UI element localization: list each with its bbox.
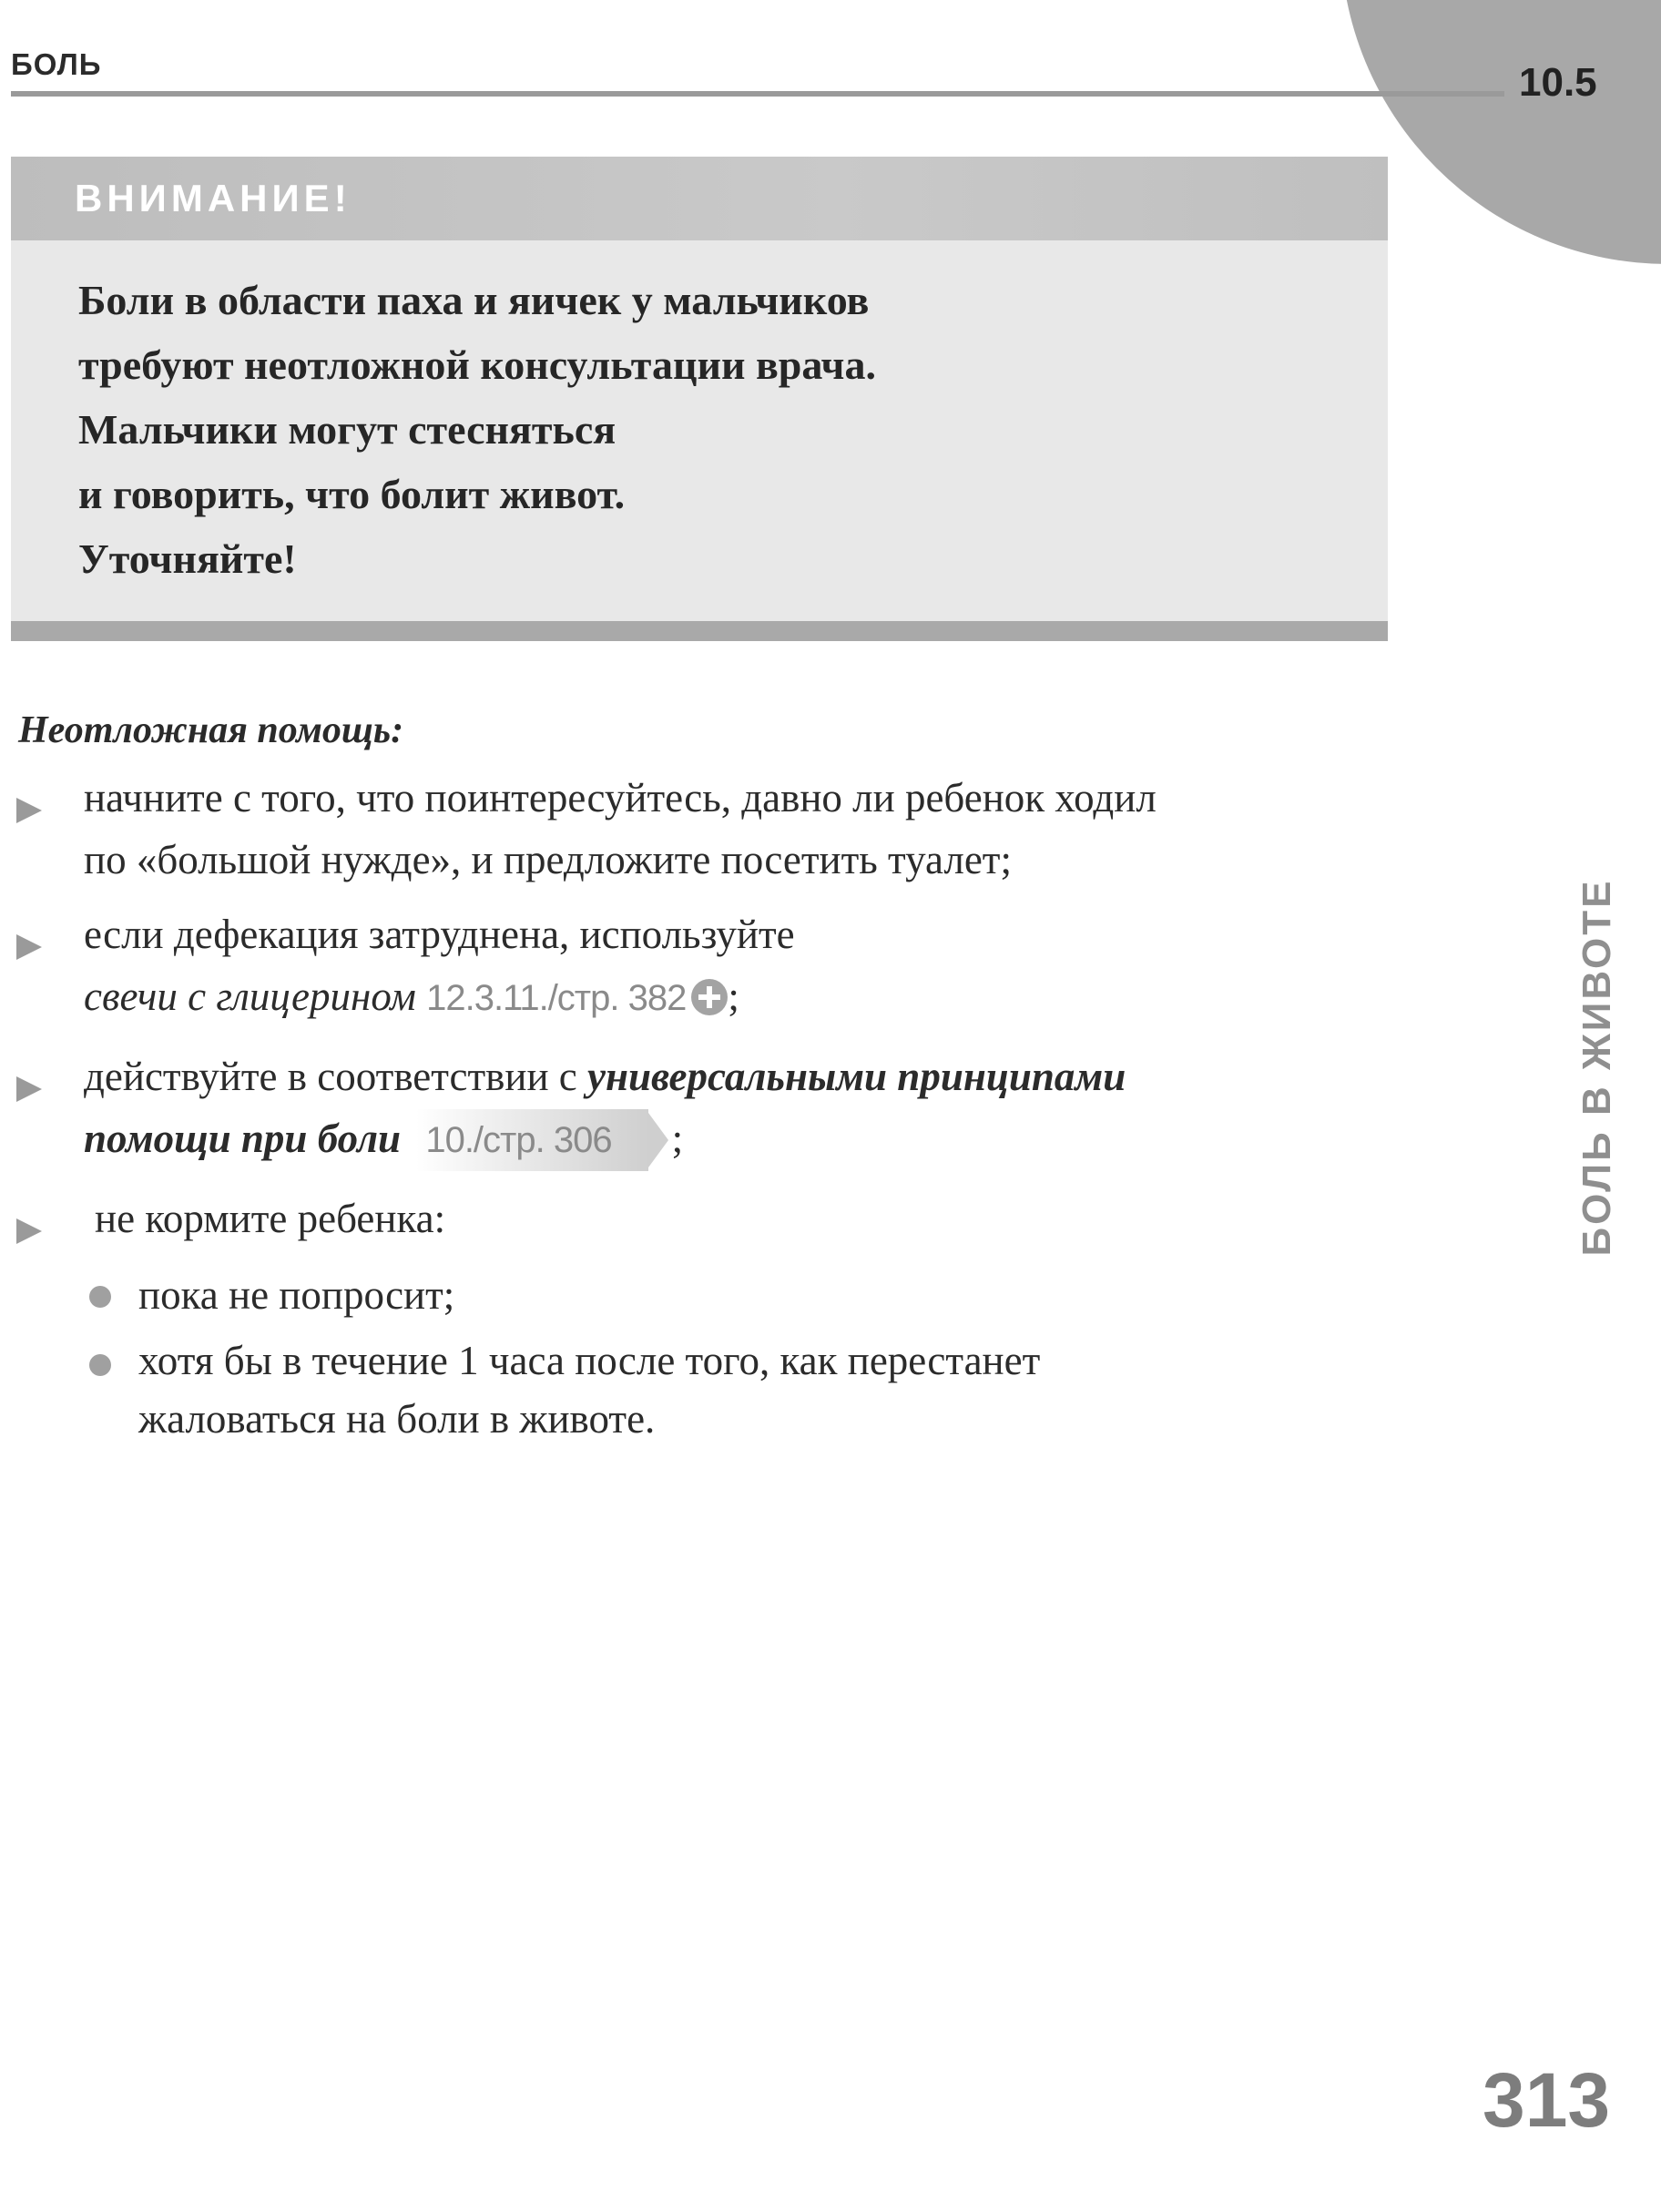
reference-text: 10./стр. 306 [425,1120,612,1160]
chapter-side-tab [1570,878,1625,1257]
round-bullet-icon [89,1286,111,1308]
sub-list-item [138,1331,1040,1448]
side-tab-label: БОЛЬ В ЖИВОТЕ [1574,878,1619,1257]
warning-title-bar [11,157,1388,240]
triangle-bullet-icon [16,1076,42,1102]
warning-line: Уточняйте! [78,535,297,582]
item-text: не кормите ребенка: [95,1196,446,1241]
warning-line: и говорить, что болит живот. [78,471,626,517]
item-text: жаловаться на боли в животе. [138,1396,656,1442]
item-punctuation: ; [728,973,739,1019]
warning-box [11,157,1388,641]
round-bullet-icon [89,1354,111,1376]
header-rule [11,91,1504,97]
item-text: начните с того, что поинтересуйтесь, давно ли ребенок ходил [84,775,1157,821]
item-text: хотя бы в течение 1 часа после того, как перестанет [138,1338,1041,1383]
page-number: 313 [1483,2057,1611,2143]
warning-text [78,268,876,591]
warning-bottom-bar [11,621,1388,641]
emphasis-text: помощи при боли [84,1116,402,1161]
list-item [84,903,795,1029]
cross-reference-link[interactable]: 12.3.11./стр. 382 [426,978,687,1018]
section-number: 10.5 [1519,60,1597,105]
warning-line: Мальчики могут стесняться [78,406,617,453]
corner-circle-decoration [1340,0,1661,264]
item-text: если дефекация затруднена, используйте [84,912,795,957]
warning-line: требуют неотложной консультации врача. [78,341,876,388]
cross-reference-link[interactable] [416,1109,647,1171]
remedy-link[interactable]: свечи с глицерином [84,973,416,1019]
running-head: БОЛЬ [11,47,102,81]
list-item [84,767,1157,891]
warning-line: Боли в области паха и яичек у мальчиков [78,277,870,323]
item-text: пока не попросит; [138,1272,455,1318]
list-item [84,1045,1126,1171]
sub-list-item [138,1266,454,1324]
help-heading: Неотложная помощь: [18,709,404,751]
emphasis-text: универсальными принципами [587,1054,1126,1099]
item-text: по «большой нужде», и предложите посетить туалет; [84,837,1012,882]
triangle-bullet-icon [16,798,42,823]
warning-title: ВНИМАНИЕ! [75,177,352,219]
item-text: действуйте в соответствии с [84,1054,577,1099]
item-punctuation: ; [671,1116,684,1161]
triangle-bullet-icon [16,934,42,960]
list-item [95,1188,445,1249]
plus-circle-icon [691,979,728,1015]
triangle-bullet-icon [16,1218,42,1244]
